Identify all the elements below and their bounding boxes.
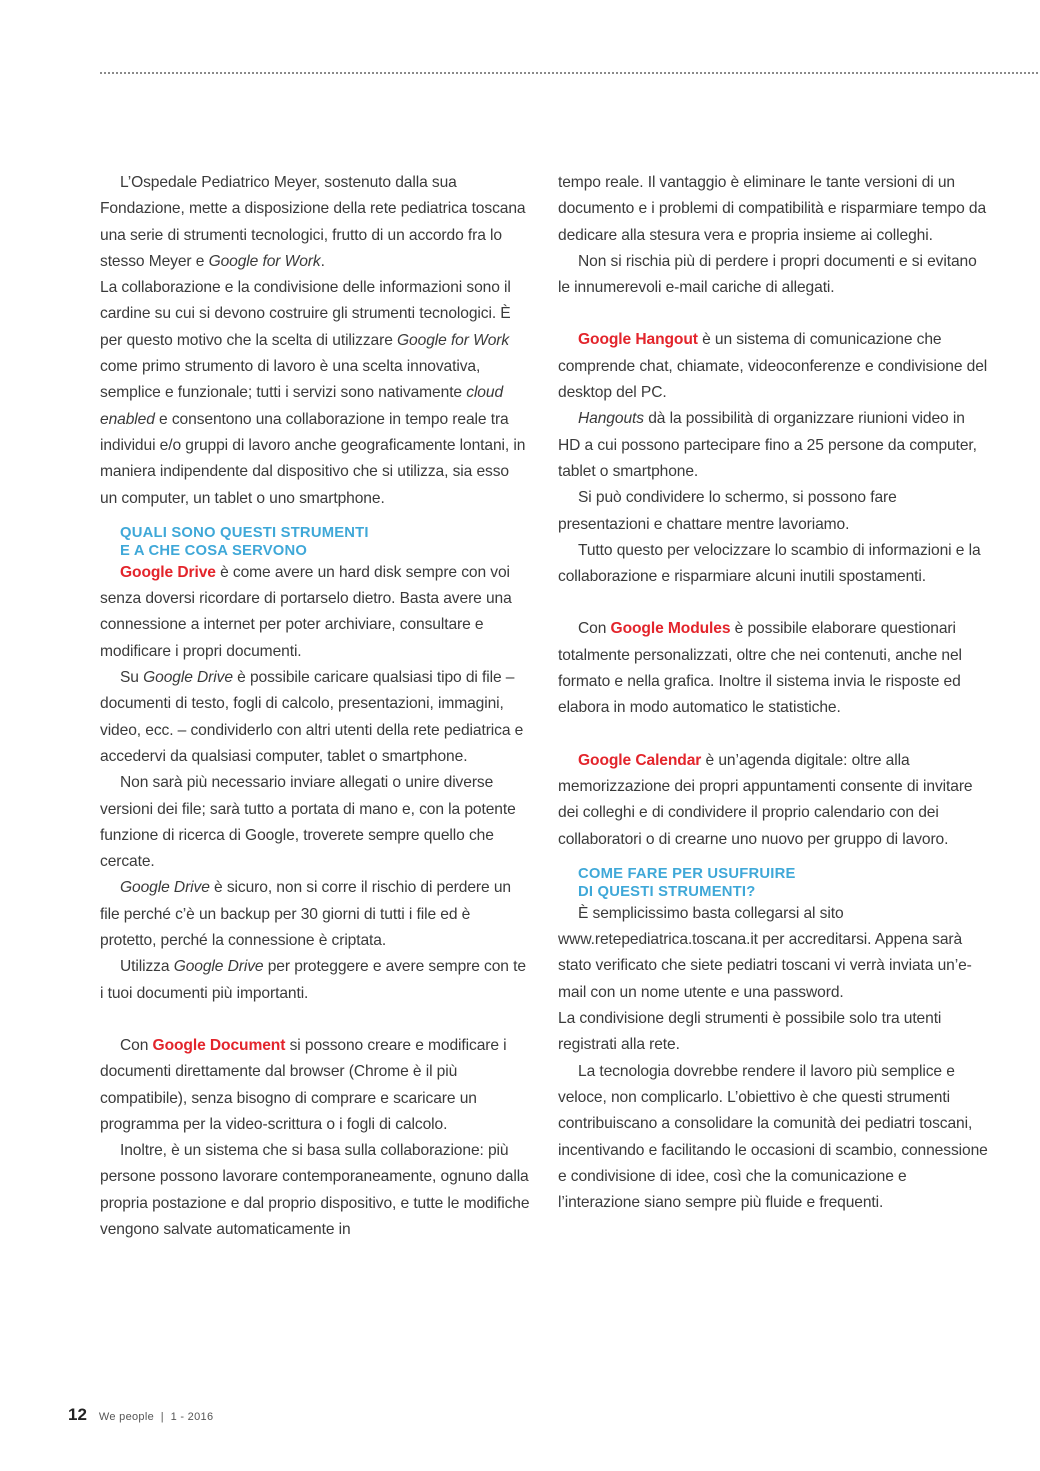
hangout-share-paragraph: Si può condividere lo schermo, si possono fare presentazioni e chattare mentre lavoriamo.	[558, 489, 897, 533]
collaboration-paragraph: La collaborazione e la condivisione delle informazioni sono il cardine su cui si devono costruire gli strumenti tecnologici. È per questo motivo che la scelta di utilizzare Google for Work come primo strumento di lavoro è una scelta innovativa, semplice e funzionale; tutti i servizi sono nativamente cloud enabled e consentono una collaborazione in tempo reale tra individui e/o gruppi di lavoro anche geograficamente lontani, in maniera indipendente dal dispositivo che si utilizza, sia esso un computer, un tablet o uno smartphone.	[100, 279, 526, 507]
intro-paragraph: L’Ospedale Pediatrico Meyer, sostenuto dalla sua Fondazione, mette a disposizione della rete pediatrica toscana una serie di strumenti tecnologici, frutto di un accordo fra lo stesso Meyer e Google for Work.	[100, 174, 526, 270]
technology-paragraph: La tecnologia dovrebbe rendere il lavoro più semplice e veloce, non complicarlo. L’obiettivo è che questi strumenti contribuiscano a consolidare la comunità dei pediatri toscani, incentivando e facilitando le occasioni di scambio, connessione e condivisione di idee, così che la comunicazione e l’interazione siano sempre più fluide e frequenti.	[558, 1062, 988, 1212]
section-heading-tools: QUALI SONO QUESTI STRUMENTI E A CHE COSA SERVONO	[120, 524, 369, 559]
top-dotted-rule	[100, 72, 1038, 74]
hangout-speed-paragraph: Tutto questo per velocizzare lo scambio di informazioni e la collaborazione e risparmiare alcuni inutili spostamenti.	[558, 541, 981, 586]
drive-search-paragraph: Non sarà più necessario inviare allegati o unire diverse versioni dei file; sarà tutto a portata di mano e, con la potente funzione di ricerca di Google, troverete sempre quello che cercate.	[100, 774, 516, 871]
page-footer	[68, 1405, 213, 1431]
right-column	[558, 170, 990, 1216]
page-number: 12	[68, 1405, 87, 1424]
hangout-paragraph: Google Hangout è un sistema di comunicazione che comprende chat, chiamate, videoconferenze e condivisione del desktop del PC.	[558, 331, 988, 402]
google-modules-label: Google Modules	[610, 620, 731, 638]
document-paragraph: Con Google Document si possono creare e modificare i documenti direttamente dal browser (Chrome è il più compatibile), senza bisogno di comprare e scaricare un programma per la video-scrittura o i fogli di calcolo.	[100, 1036, 507, 1133]
google-document-label: Google Document	[152, 1036, 286, 1054]
continued-paragraph: tempo reale. Il vantaggio è eliminare le tante versioni di un documento e i problemi di compatibilità e risparmiare tempo da dedicare alla stesura vera e propria insieme ai colleghi.	[558, 174, 987, 244]
left-column	[100, 170, 530, 1243]
hangouts-video-paragraph: Hangouts dà la possibilità di organizzare riunioni video in HD a cui possono partecipare fino a 25 persone da computer, tablet o smartphone.	[558, 410, 977, 480]
drive-paragraph: Google Drive è come avere un hard disk sempre con voi senza doversi ricordare di portarselo dietro. Basta avere una connessione a internet per poter archiviare, consultare e modificare i propri documenti.	[100, 563, 512, 660]
section-heading-access: COME FARE PER USUFRUIRE DI QUESTI STRUMENTI?	[578, 865, 796, 900]
drive-upload-paragraph: Su Google Drive è possibile caricare qualsiasi tipo di file – documenti di testo, fogli di calcolo, presentazioni, immagini, video, ecc. – condividerlo con altri utenti della rete pediatrica e accedervi da qualsiasi computer, tablet o smartphone.	[100, 669, 524, 765]
publication-info: We people | 1 - 2016	[98, 1411, 214, 1423]
registered-users-paragraph: La condivisione degli strumenti è possibile solo tra utenti registrati alla rete.	[558, 1010, 942, 1054]
drive-security-paragraph: Google Drive è sicuro, non si corre il rischio di perdere un file perché c’è un backup per 30 giorni di tutti i file ed è protetto, perché la connessione è criptata.	[100, 879, 511, 950]
no-loss-paragraph: Non si rischia più di perdere i propri documenti e si evitano le innumerevoli e-mail cariche di allegati.	[558, 252, 977, 297]
calendar-paragraph: Google Calendar è un’agenda digitale: oltre alla memorizzazione dei propri appuntamenti consente di invitare dei colleghi e di condividere il proprio calendario con dei collaboratori o di crearne uno nuovo per gruppo di lavoro.	[558, 751, 973, 848]
access-paragraph: È semplicissimo basta collegarsi al sito www.retepediatrica.toscana.it per accreditarsi. Appena sarà stato verificato che siete pediatri toscani vi verrà inviata un’e-mail con un nome utente e una password.	[558, 904, 972, 1001]
google-drive-label: Google Drive	[120, 563, 216, 581]
drive-protect-paragraph: Utilizza Google Drive per proteggere e avere sempre con te i tuoi documenti più importanti.	[100, 958, 526, 1002]
google-calendar-label: Google Calendar	[578, 751, 702, 769]
google-hangout-label: Google Hangout	[578, 331, 698, 349]
document-collaboration-paragraph: Inoltre, è un sistema che si basa sulla collaborazione: più persone possono lavorare contemporaneamente, ognuno dalla propria postazione e dal proprio dispositivo, e tutte le modifiche vengono salvate automaticamente in	[100, 1142, 530, 1238]
modules-paragraph: Con Google Modules è possibile elaborare questionari totalmente personalizzati, oltre che nei contenuti, anche nel formato e nella grafica. Inoltre il sistema invia le risposte ed elabora in modo automatico le statistiche.	[558, 620, 962, 717]
